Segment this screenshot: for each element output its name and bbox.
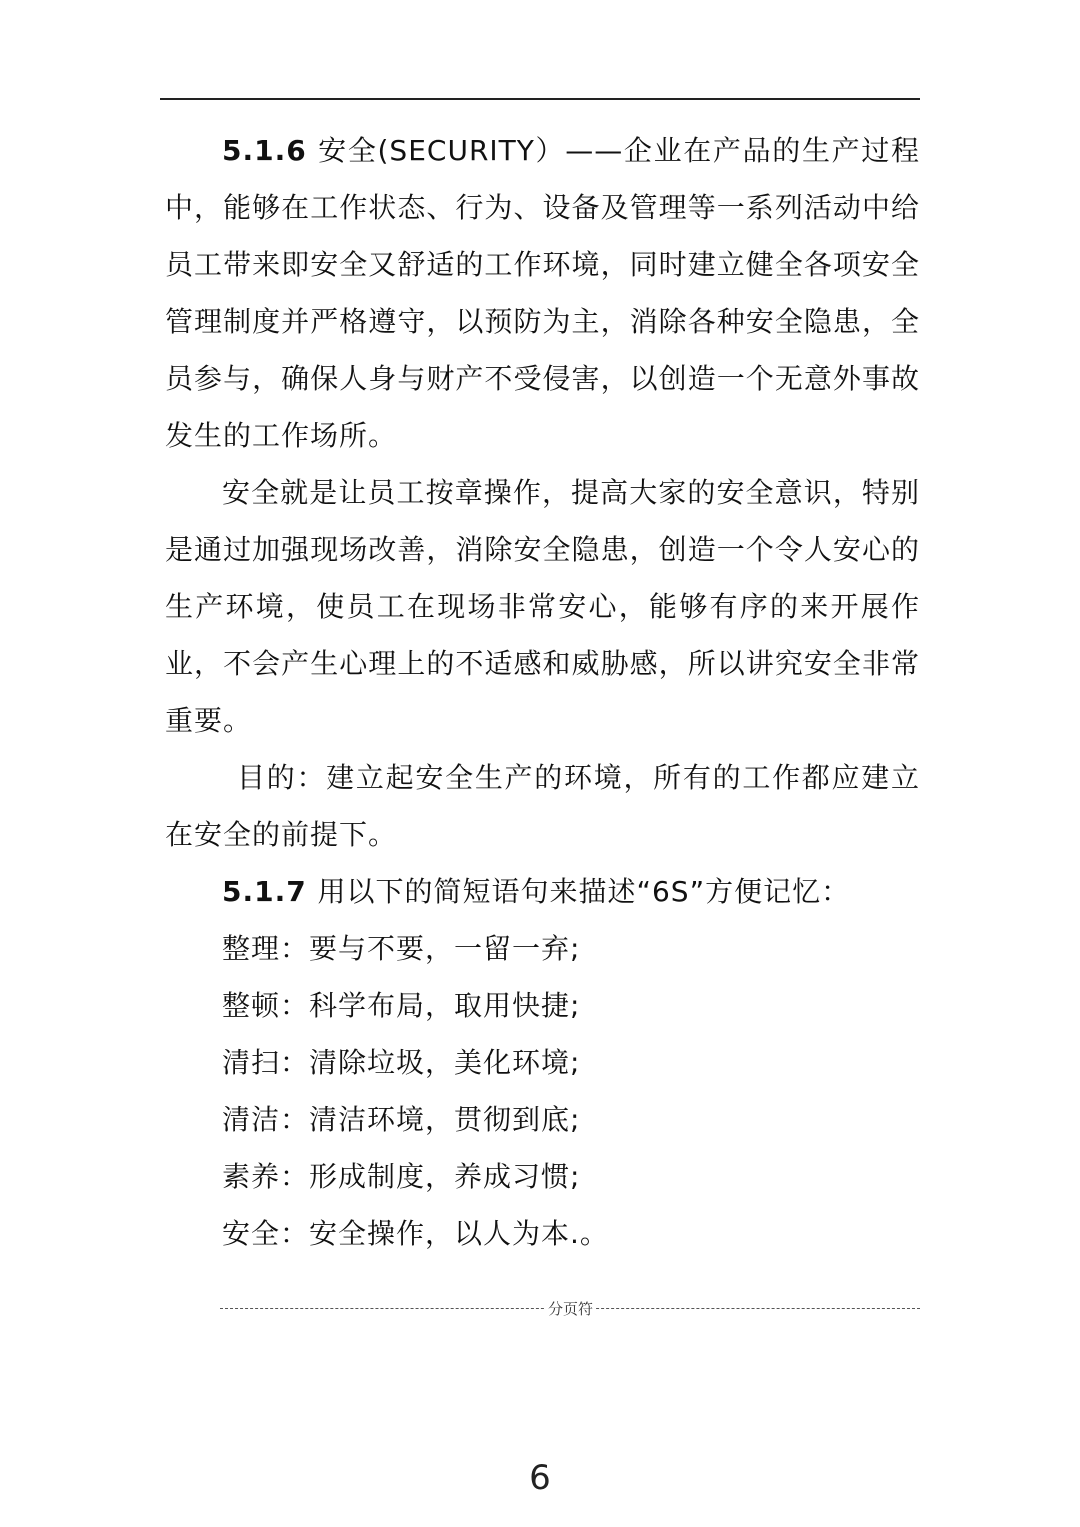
- section-5-1-6-text: 安全(SECURITY）——企业在产品的生产过程中，能够在工作状态、行为、设备及管理等一系列活动中给员工带来即安全又舒适的工作环境，同时建立健全各项安全管理制度并严格遵守，以预防为主，消除各种安全隐患，全员参与，确保人身与财产不受侵害，以创造一个无意外事故发生的工作场所。: [165, 134, 921, 452]
- six-s-item-shitsuke: 素养：形成制度，养成习惯;: [222, 1160, 581, 1193]
- safety-paragraph: 安全就是让员工按章操作，提高大家的安全意识，特别是通过加强现场改善，消除安全隐患，创造一个令人安心的生产环境，使员工在现场非常安心，能够有序的来开展作业，不会产生心理上的不适感和威胁感，所以讲究安全非常重要。: [165, 476, 920, 737]
- page-break-label: 分页符: [545, 1300, 596, 1318]
- six-s-item-seiketsu: 清洁：清洁环境，贯彻到底;: [222, 1103, 581, 1136]
- six-s-item-seiso: 清扫：清除垃圾，美化环境;: [222, 1046, 581, 1079]
- section-5-1-7-number: 5.1.7: [222, 875, 318, 908]
- section-5-1-7-paragraph: [165, 863, 920, 920]
- header-rule: [160, 98, 920, 100]
- section-5-1-6-paragraph: [165, 122, 920, 464]
- six-s-item-seiri: 整理：要与不要，一留一弃;: [222, 932, 581, 965]
- six-s-item-safety: 安全：安全操作，以人为本.。: [222, 1217, 609, 1250]
- section-5-1-7-text: 用以下的简短语句来描述“6S”方便记忆：: [317, 875, 851, 908]
- six-s-item-seiton: 整顿：科学布局，取用快捷;: [222, 989, 581, 1022]
- section-5-1-6-number: 5.1.6: [222, 134, 319, 167]
- page-number: 6: [529, 1458, 551, 1498]
- document-body: [165, 122, 920, 1262]
- purpose-paragraph: 目的：建立起安全生产的环境，所有的工作都应建立在安全的前提下。: [165, 761, 920, 851]
